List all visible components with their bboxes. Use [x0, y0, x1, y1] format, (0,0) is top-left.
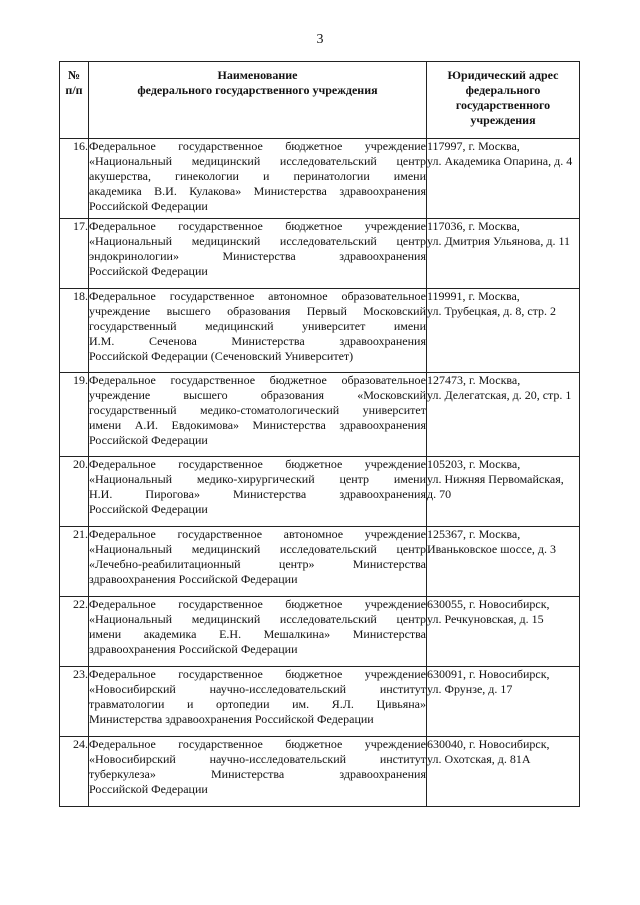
institution-name-line: Федеральное государственное бюджетное образовательное — [89, 373, 426, 387]
legal-address — [427, 373, 580, 457]
legal-address-line: д. 70 — [427, 487, 452, 501]
institution-name-line: Федеральное государственное бюджетное учреждение — [89, 597, 426, 611]
institution-name-line: академика В.И. Кулакова» Министерства здравоохранения — [89, 184, 426, 198]
institution-name-line: учреждение высшего образования Первый Московский — [89, 304, 426, 318]
institution-name-line: здравоохранения Российской Федерации — [89, 572, 298, 586]
institution-name-line: Российской Федерации (Сеченовский Университет) — [89, 349, 354, 363]
header-name-line: федерального государственного учреждения — [137, 83, 378, 97]
institution-name-line: «Лечебно-реабилитационный центр» Министерства — [89, 557, 426, 571]
institution-name-line: «Новосибирский научно-исследовательский институт — [89, 682, 426, 696]
row-number: 18. — [60, 289, 89, 373]
institution-name-line: государственный медицинский университет имени — [89, 319, 426, 333]
row-number: 20. — [60, 457, 89, 527]
legal-address — [427, 737, 580, 807]
institution-name-line: Федеральное государственное автономное учреждение — [89, 527, 426, 541]
row-number: 17. — [60, 219, 89, 289]
institution-name-line: Российской Федерации — [89, 433, 208, 447]
institution-name-line: имени А.И. Евдокимова» Министерства здравоохранения — [89, 418, 426, 432]
legal-address — [427, 667, 580, 737]
institution-name-line: Федеральное государственное бюджетное учреждение — [89, 667, 426, 681]
legal-address — [427, 219, 580, 289]
institution-name-line: Российской Федерации — [89, 199, 208, 213]
header-address-line: Юридический адрес — [447, 68, 559, 82]
table-row — [60, 219, 580, 289]
legal-address-line: 105203, г. Москва, — [427, 457, 521, 471]
table-row — [60, 457, 580, 527]
institution-name-line: «Национальный медицинский исследовательский центр — [89, 154, 426, 168]
legal-address — [427, 527, 580, 597]
table-row — [60, 667, 580, 737]
legal-address-line: 117997, г. Москва, — [427, 139, 520, 153]
institution-name — [89, 597, 427, 667]
institution-name-line: «Национальный медицинский исследовательский центр — [89, 612, 426, 626]
institution-name-line: Федеральное государственное бюджетное учреждение — [89, 737, 426, 751]
institution-name — [89, 219, 427, 289]
page-number: 3 — [316, 32, 324, 47]
header-name — [89, 62, 427, 139]
institution-name-line: Российской Федерации — [89, 264, 208, 278]
institution-name-line: Федеральное государственное автономное образовательное — [89, 289, 426, 303]
institution-name-line: Н.И. Пирогова» Министерства здравоохранения — [89, 487, 426, 501]
table-header-row — [60, 62, 580, 139]
legal-address-line: ул. Дмитрия Ульянова, д. 11 — [427, 234, 571, 248]
institution-name — [89, 457, 427, 527]
header-address — [427, 62, 580, 139]
legal-address — [427, 139, 580, 219]
legal-address-line: Иваньковское шоссе, д. 3 — [427, 542, 556, 556]
header-address-line: федерального — [465, 83, 541, 97]
header-number-line: п/п — [65, 83, 83, 97]
legal-address-line: ул. Нижняя Первомайская, — [427, 472, 564, 486]
legal-address-line: ул. Охотская, д. 81А — [427, 752, 531, 766]
row-number: 16. — [60, 139, 89, 219]
institution-name-line: Федеральное государственное бюджетное учреждение — [89, 457, 426, 471]
legal-address-line: ул. Фрунзе, д. 17 — [427, 682, 513, 696]
institution-name-line: имени академика Е.Н. Мешалкина» Министерства — [89, 627, 426, 641]
legal-address-line: ул. Трубецкая, д. 8, стр. 2 — [427, 304, 557, 318]
institution-name — [89, 289, 427, 373]
institution-name-line: Министерства здравоохранения Российской Федерации — [89, 712, 374, 726]
institution-name-line: Российской Федерации — [89, 782, 208, 796]
institution-name — [89, 139, 427, 219]
institutions-table — [59, 61, 580, 807]
institution-name-line: туберкулеза» Министерства здравоохранения — [89, 767, 426, 781]
table-row — [60, 289, 580, 373]
institution-name-line: Федеральное государственное бюджетное учреждение — [89, 139, 426, 153]
institution-name-line: учреждение высшего образования «Московский — [89, 388, 426, 402]
table-row — [60, 527, 580, 597]
row-number: 23. — [60, 667, 89, 737]
header-number-line: № — [67, 68, 81, 82]
institution-name-line: здравоохранения Российской Федерации — [89, 642, 298, 656]
legal-address — [427, 289, 580, 373]
legal-address-line: 125367, г. Москва, — [427, 527, 521, 541]
row-number: 22. — [60, 597, 89, 667]
table-row — [60, 139, 580, 219]
header-number — [60, 62, 89, 139]
institution-name-line: «Национальный медицинский исследовательский центр — [89, 234, 426, 248]
header-name-line: Наименование — [217, 68, 298, 82]
institution-name — [89, 737, 427, 807]
institution-name — [89, 527, 427, 597]
legal-address-line: 119991, г. Москва, — [427, 289, 520, 303]
header-address-line: государственного — [455, 98, 551, 112]
institution-name-line: травматологии и ортопедии им. Я.Л. Цивьяна» — [89, 697, 426, 711]
row-number: 19. — [60, 373, 89, 457]
institution-name-line: эндокринологии» Министерства здравоохранения — [89, 249, 426, 263]
legal-address-line: ул. Речкуновская, д. 15 — [427, 612, 544, 626]
legal-address-line: 117036, г. Москва, — [427, 219, 520, 233]
institution-name-line: Федеральное государственное бюджетное учреждение — [89, 219, 426, 233]
table-row — [60, 597, 580, 667]
institution-name-line: «Национальный медицинский исследовательский центр — [89, 542, 426, 556]
institution-name-line: И.М. Сеченова Министерства здравоохранения — [89, 334, 426, 348]
legal-address-line: 630091, г. Новосибирск, — [427, 667, 550, 681]
institution-name — [89, 373, 427, 457]
header-address-line: учреждения — [470, 113, 536, 127]
institution-name — [89, 667, 427, 737]
table-row — [60, 737, 580, 807]
legal-address-line: 127473, г. Москва, — [427, 373, 521, 387]
row-number: 21. — [60, 527, 89, 597]
table-row — [60, 373, 580, 457]
institution-name-line: государственный медико-стоматологический университет — [89, 403, 426, 417]
legal-address-line: 630055, г. Новосибирск, — [427, 597, 550, 611]
legal-address — [427, 457, 580, 527]
legal-address-line: 630040, г. Новосибирск, — [427, 737, 550, 751]
institution-name-line: «Новосибирский научно-исследовательский институт — [89, 752, 426, 766]
legal-address — [427, 597, 580, 667]
row-number: 24. — [60, 737, 89, 807]
institution-name-line: акушерства, гинекологии и перинатологии имени — [89, 169, 426, 183]
institution-name-line: «Национальный медико-хирургический центр имени — [89, 472, 426, 486]
legal-address-line: ул. Делегатская, д. 20, стр. 1 — [427, 388, 572, 402]
institution-name-line: Российской Федерации — [89, 502, 208, 516]
legal-address-line: ул. Академика Опарина, д. 4 — [427, 154, 573, 168]
